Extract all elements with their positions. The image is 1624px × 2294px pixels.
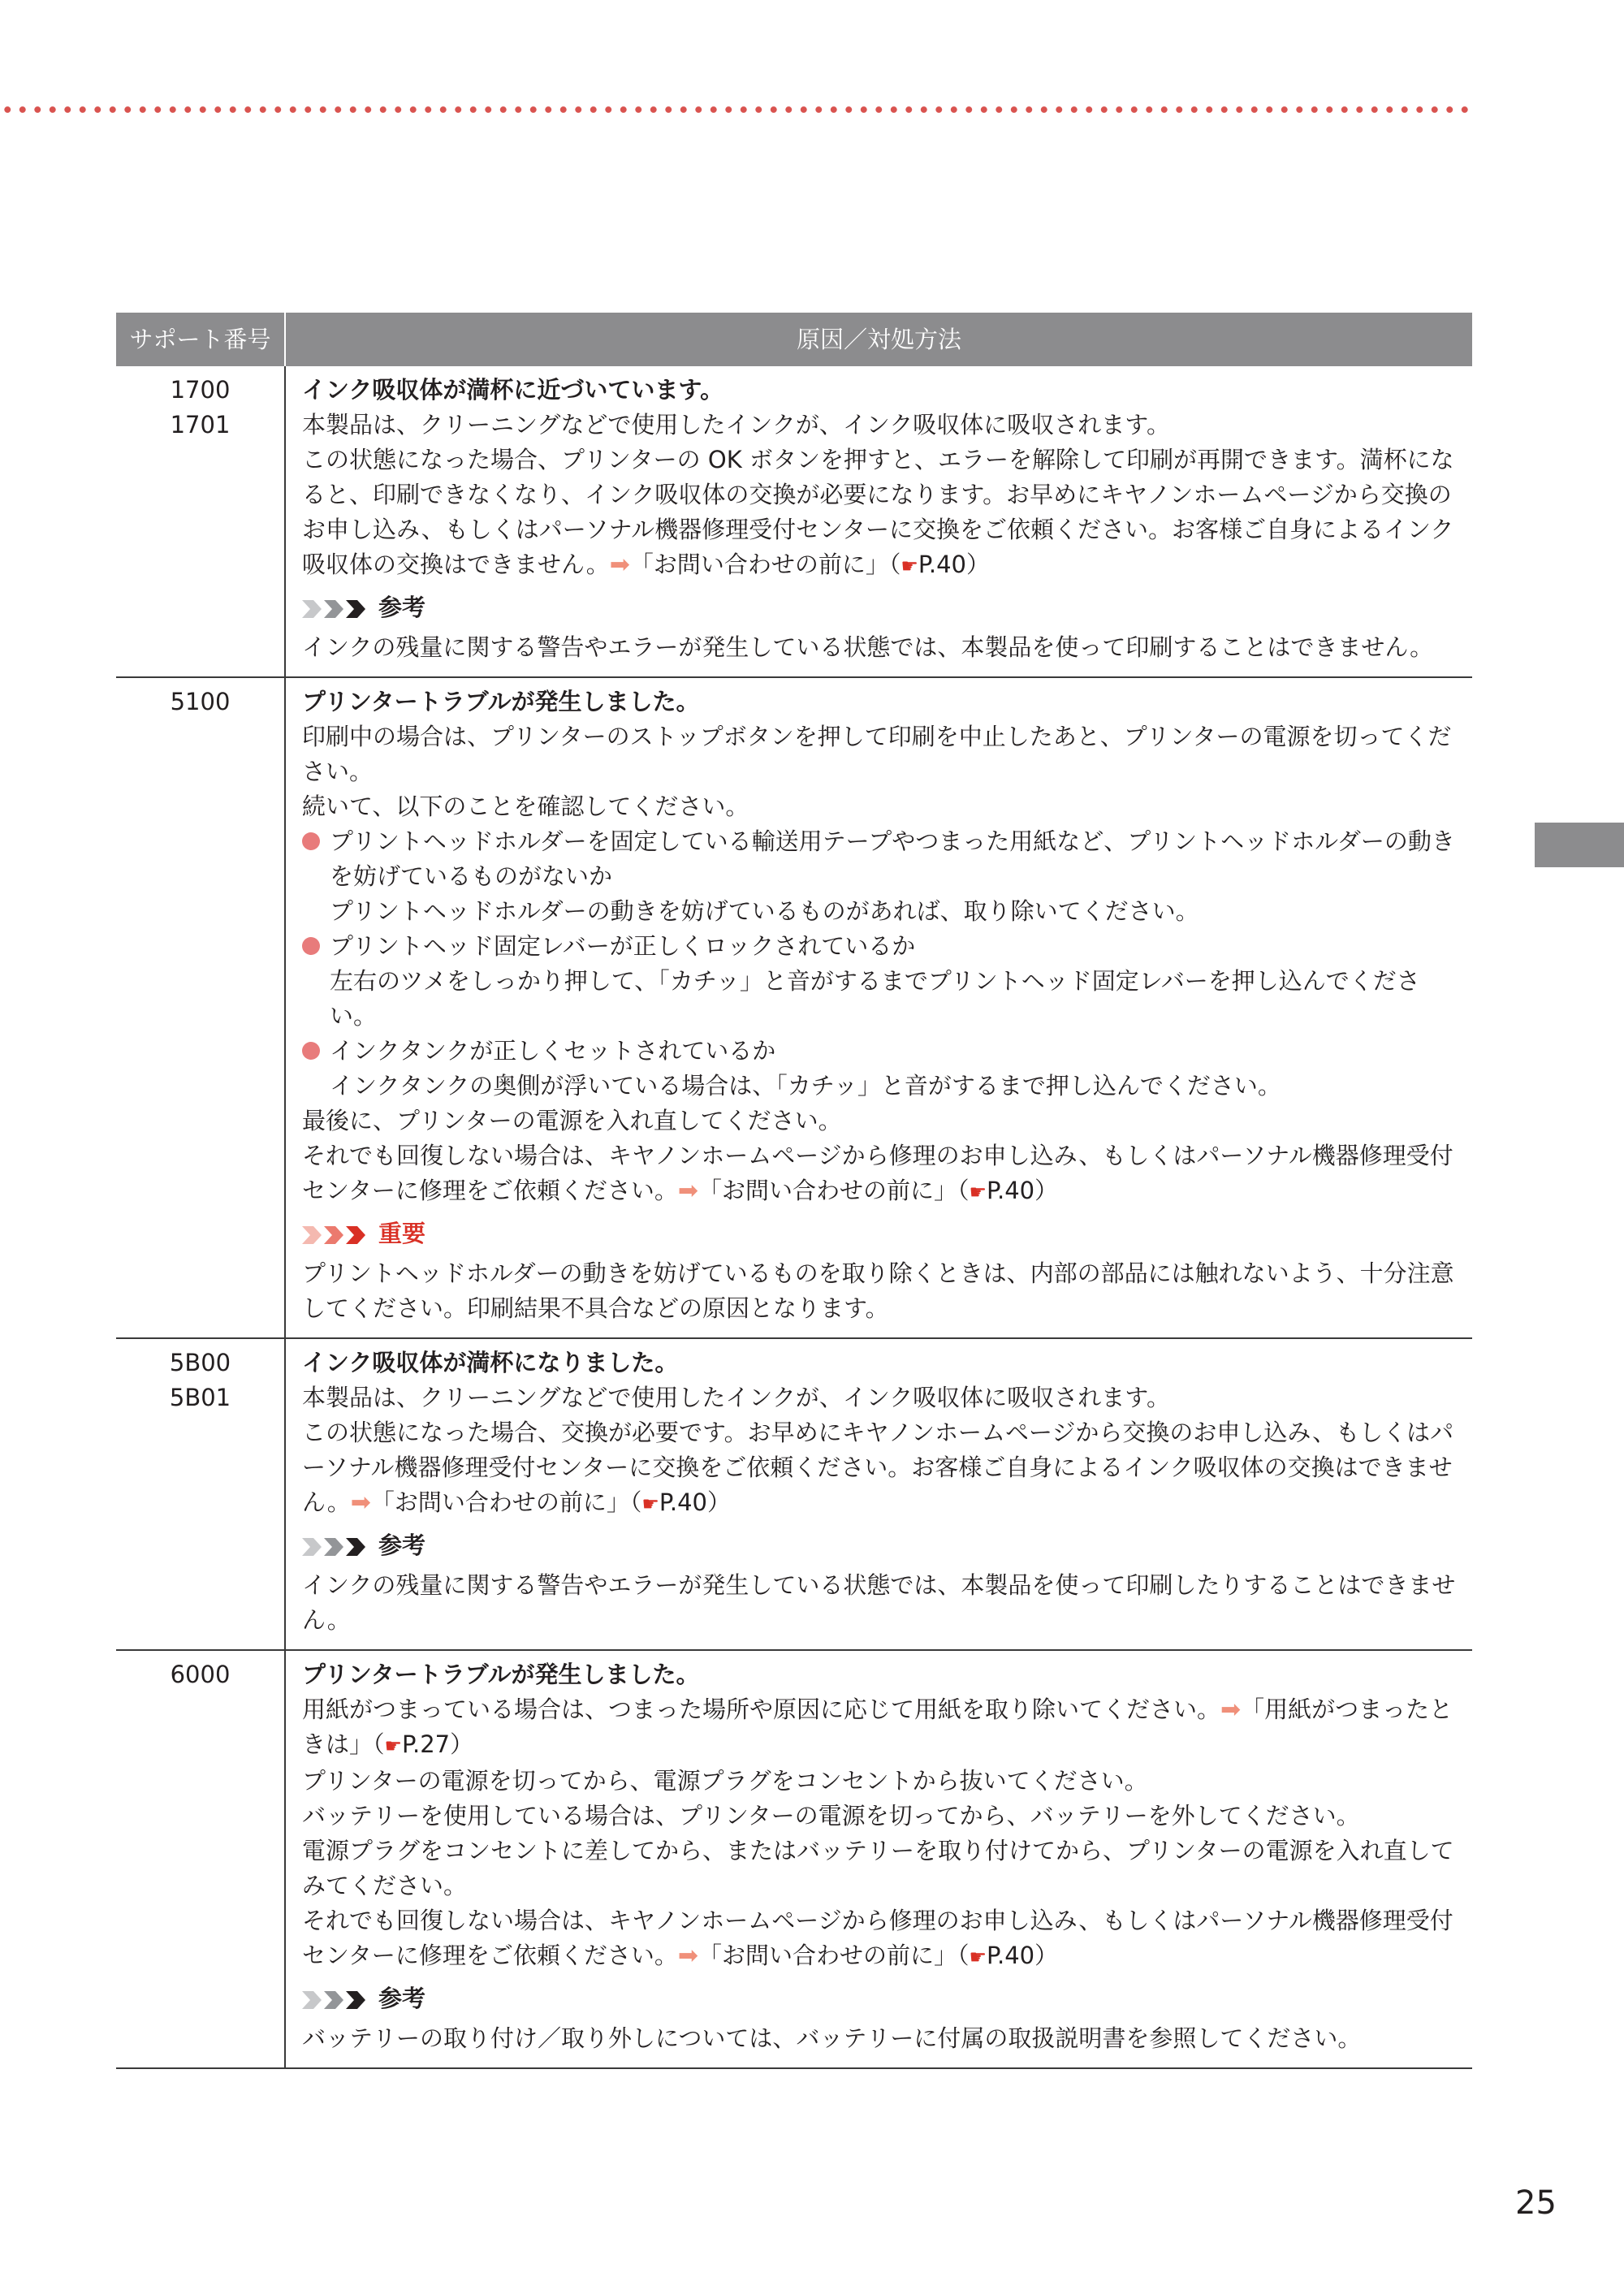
note-heading: 参考	[302, 590, 1461, 625]
bullet-icon	[302, 832, 320, 850]
support-code: 1700	[170, 376, 231, 404]
triple-chevron-icon	[302, 1226, 369, 1244]
description-cell	[285, 1338, 1472, 1650]
table-row	[116, 1338, 1472, 1650]
right-arrow-icon: ➡	[350, 1488, 371, 1517]
note-text: インクの残量に関する警告やエラーが発生している状態では、本製品を使って印刷したりすることはできません。	[302, 1571, 1456, 1634]
description-text: プリンターの電源を切ってから、電源プラグをコンセントから抜いてください。	[302, 1767, 1148, 1795]
reference-link[interactable]: 「お問い合わせの前に」（☛P.40）	[698, 1942, 1059, 1969]
pointing-hand-icon: ☛	[384, 1735, 403, 1757]
support-code-cell	[116, 1338, 285, 1650]
table-row	[116, 677, 1472, 1338]
note-text: プリントヘッドホルダーの動きを妨げているものを取り除くときは、内部の部品には触れないよう、十分注意してください。印刷結果不具合などの原因となります。	[302, 1259, 1454, 1322]
description-text: 電源プラグをコンセントに差してから、またはバッテリーを取り付けてから、プリンターの電源を入れ直してみてください。	[302, 1837, 1454, 1899]
support-code-table	[116, 313, 1472, 2069]
description-cell	[285, 366, 1472, 677]
pointing-hand-icon: ☛	[969, 1946, 987, 1968]
bullet-icon	[302, 937, 320, 955]
description-text: バッテリーを使用している場合は、プリンターの電源を切ってから、バッテリーを外してください。	[302, 1802, 1360, 1830]
right-arrow-icon: ➡	[677, 1942, 698, 1970]
support-code: 6000	[170, 1661, 231, 1688]
support-code: 5B01	[169, 1384, 231, 1411]
table-header-row	[116, 313, 1472, 366]
check-item: プリントヘッドホルダーを固定している輸送用テープやつまった用紙など、プリントヘッドホルダーの動きを妨げているものがないか プリントヘッドホルダーの動きを妨げているものがあれば、取り除いてください。	[302, 824, 1461, 929]
description-text: それでも回復しない場合は、キヤノンホームページから修理のお申し込み、もしくはパーソナル機器修理受付センターに修理をご依頼ください。➡「お問い合わせの前に」（☛P.40）	[302, 1907, 1453, 1970]
reference-link[interactable]: 「お問い合わせの前に」（☛P.40）	[629, 551, 991, 578]
table-row	[116, 1650, 1472, 2068]
note-heading: 参考	[302, 1528, 1461, 1563]
dotted-divider	[0, 106, 1474, 114]
description-cell	[285, 1650, 1472, 2068]
important-heading: 重要	[302, 1216, 1461, 1251]
triple-chevron-icon	[302, 1538, 369, 1556]
note-text: バッテリーの取り付け／取り外しについては、バッテリーに付属の取扱説明書を参照してください。	[302, 2024, 1362, 2052]
support-code: 1701	[170, 411, 231, 438]
error-title: インク吸収体が満杯になりました。	[302, 1349, 679, 1376]
pointing-hand-icon: ☛	[641, 1493, 659, 1515]
note-text: インクの残量に関する警告やエラーが発生している状態では、本製品を使って印刷することはできません。	[302, 633, 1434, 661]
page-number: 25	[1515, 2184, 1557, 2222]
description-text: それでも回復しない場合は、キヤノンホームページから修理のお申し込み、もしくはパーソナル機器修理受付センターに修理をご依頼ください。➡「お問い合わせの前に」（☛P.40）	[302, 1142, 1453, 1205]
support-code: 5100	[170, 688, 231, 715]
reference-link[interactable]: 「お問い合わせの前に」（☛P.40）	[370, 1488, 732, 1516]
table-row	[116, 366, 1472, 677]
support-code-cell	[116, 1650, 285, 2068]
bullet-icon	[302, 1042, 320, 1060]
header-support-number: サポート番号	[116, 313, 285, 366]
error-title: インク吸収体が満杯に近づいています。	[302, 376, 724, 404]
support-code-cell	[116, 366, 285, 677]
reference-link[interactable]: 「用紙がつまったときは」（☛P.27）	[302, 1696, 1453, 1758]
support-code-cell	[116, 677, 285, 1338]
description-text: 印刷中の場合は、プリンターのストップボタンを押して印刷を中止したあと、プリンターの電源を切ってください。	[302, 723, 1452, 785]
error-title: プリンタートラブルが発生しました。	[302, 1661, 700, 1688]
pointing-hand-icon: ☛	[901, 555, 918, 577]
support-code: 5B00	[169, 1349, 231, 1376]
description-text: 本製品は、クリーニングなどで使用したインクが、インク吸収体に吸収されます。	[302, 411, 1170, 438]
reference-link[interactable]: 「お問い合わせの前に」（☛P.40）	[698, 1177, 1059, 1204]
triple-chevron-icon	[302, 600, 369, 618]
section-tab	[1535, 823, 1624, 867]
description-text: この状態になった場合、交換が必要です。お早めにキヤノンホームページから交換のお申し込み、もしくはパーソナル機器修理受付センターに交換をご依頼ください。お客様ご自身によるインク吸収体の交換はできません。➡「お問い合わせの前に」（☛P.40）	[302, 1419, 1454, 1517]
description-text: 用紙がつまっている場合は、つまった場所や原因に応じて用紙を取り除いてください。➡「用紙がつまったときは」（☛P.27）	[302, 1696, 1453, 1758]
right-arrow-icon: ➡	[609, 551, 630, 579]
check-item: プリントヘッド固定レバーが正しくロックされているか 左右のツメをしっかり押して、「カチッ」と音がするまでプリントヘッド固定レバーを押し込んでください。	[302, 929, 1461, 1034]
note-heading: 参考	[302, 1981, 1461, 2016]
triple-chevron-icon	[302, 1991, 369, 2009]
description-text: 本製品は、クリーニングなどで使用したインクが、インク吸収体に吸収されます。	[302, 1384, 1170, 1411]
error-title: プリンタートラブルが発生しました。	[302, 688, 700, 715]
header-cause-solution: 原因／対処方法	[285, 313, 1472, 366]
description-cell	[285, 677, 1472, 1338]
description-text: 続いて、以下のことを確認してください。	[302, 793, 749, 820]
description-text: この状態になった場合、プリンターの OK ボタンを押すと、エラーを解除して印刷が再開できます。満杯になると、印刷できなくなり、インク吸収体の交換が必要になります。お早めにキヤノンホームページから交換のお申し込み、もしくはパーソナル機器修理受付センターに交換をご依頼ください。お客様ご自身によるインク吸収体の交換はできません。➡「お問い合わせの前に」（☛P.40）	[302, 446, 1454, 579]
check-item: インクタンクが正しくセットされているか インクタンクの奥側が浮いている場合は、「カチッ」と音がするまで押し込んでください。	[302, 1034, 1461, 1104]
description-text: 最後に、プリンターの電源を入れ直してください。	[302, 1107, 842, 1134]
right-arrow-icon: ➡	[1220, 1696, 1242, 1724]
right-arrow-icon: ➡	[677, 1177, 698, 1205]
pointing-hand-icon: ☛	[969, 1181, 987, 1203]
